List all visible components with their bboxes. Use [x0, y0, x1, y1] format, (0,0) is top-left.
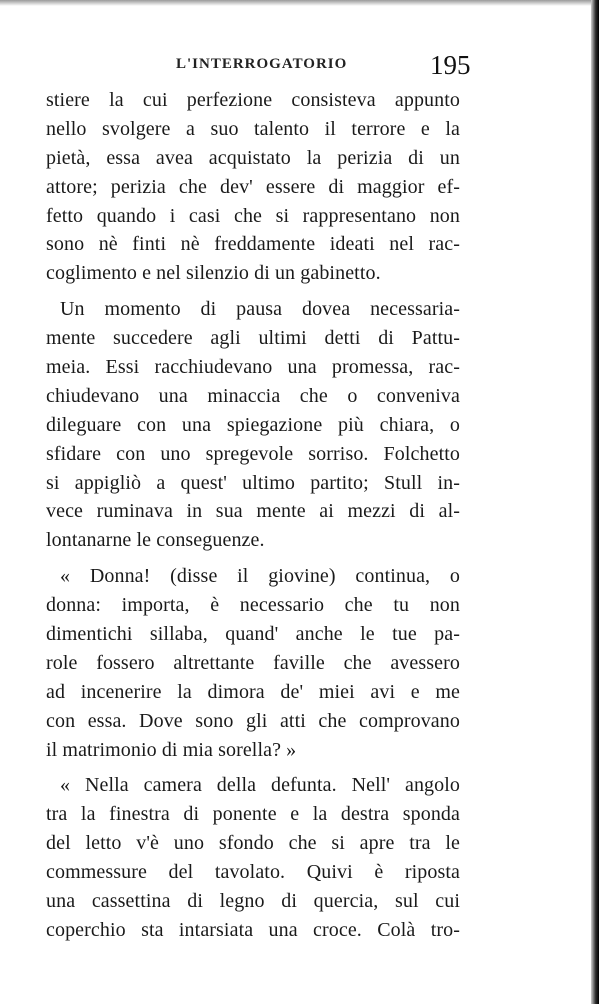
- text-line: nello svolgere a suo talento il terrore e la: [46, 117, 460, 140]
- text-line: pietà, essa avea acquistato la perizia di un: [46, 146, 460, 169]
- paragraph-gap: [46, 764, 460, 771]
- text-line: commessure del tavolato. Quivi è riposta: [46, 861, 460, 884]
- paragraph-1: [46, 86, 460, 288]
- text-line: dileguare con una spiegazione più chiara, o: [46, 413, 460, 436]
- text-line: donna: importa, è necessario che tu non: [46, 594, 460, 617]
- text-line: meia. Essi racchiudevano una promessa, rac-: [46, 356, 460, 379]
- text-line: una cassettina di legno di quercia, sul cui: [46, 890, 460, 913]
- text-line: con essa. Dove sono gli atti che comprovano: [46, 709, 460, 732]
- text-line: del letto v'è uno sfondo che si apre tra le: [46, 832, 460, 855]
- paragraph-gap: [46, 288, 460, 295]
- text-line: tra la finestra di ponente e la destra sponda: [46, 803, 460, 826]
- text-line: sfidare con uno spregevole sorriso. Folchetto: [46, 442, 460, 465]
- body-text: [46, 86, 460, 945]
- text-line: attore; perizia che dev' essere di maggior ef-: [46, 175, 460, 198]
- text-line: Un momento di pausa dovea necessaria-: [60, 298, 460, 321]
- text-line: vece ruminava in sua mente ai mezzi di al-: [46, 500, 460, 523]
- text-line: stiere la cui perfezione consisteva appunto: [46, 89, 460, 111]
- running-title: L'INTERROGATORIO: [176, 56, 348, 72]
- text-line: lontanarne le conseguenze.: [46, 529, 265, 552]
- text-line: ad incenerire la dimora de' miei avi e me: [46, 680, 460, 703]
- page-number: 195: [430, 50, 471, 80]
- text-line: role fossero altrettante faville che avessero: [46, 651, 460, 674]
- paragraph-gap: [46, 555, 460, 562]
- scan-edge-shadow: [591, 0, 599, 1004]
- text-line: mente succedere agli ultimi detti di Pattu-: [46, 327, 460, 350]
- text-line: chiudevano una minaccia che o conveniva: [46, 384, 460, 407]
- text-line: il matrimonio di mia sorella? »: [46, 738, 297, 761]
- text-line: si appigliò a quest' ultimo partito; Stull in-: [46, 471, 460, 494]
- text-line: fetto quando i casi che si rappresentano non: [46, 204, 460, 227]
- text-line: « Nella camera della defunta. Nell' angolo: [60, 774, 460, 797]
- scan-top-shadow: [0, 0, 591, 6]
- paragraph-3: [46, 562, 460, 764]
- text-line: sono nè finti nè freddamente ideati nel rac-: [46, 233, 460, 256]
- text-line: « Donna! (disse il giovine) continua, o: [60, 565, 460, 588]
- paragraph-2: [46, 295, 460, 555]
- text-line: coperchio sta intarsiata una croce. Colà tro-: [46, 918, 460, 941]
- text-line: coglimento e nel silenzio di un gabinetto.: [46, 262, 381, 285]
- paragraph-4: [46, 771, 460, 944]
- text-line: dimentichi sillaba, quand' anche le tue pa-: [46, 623, 460, 646]
